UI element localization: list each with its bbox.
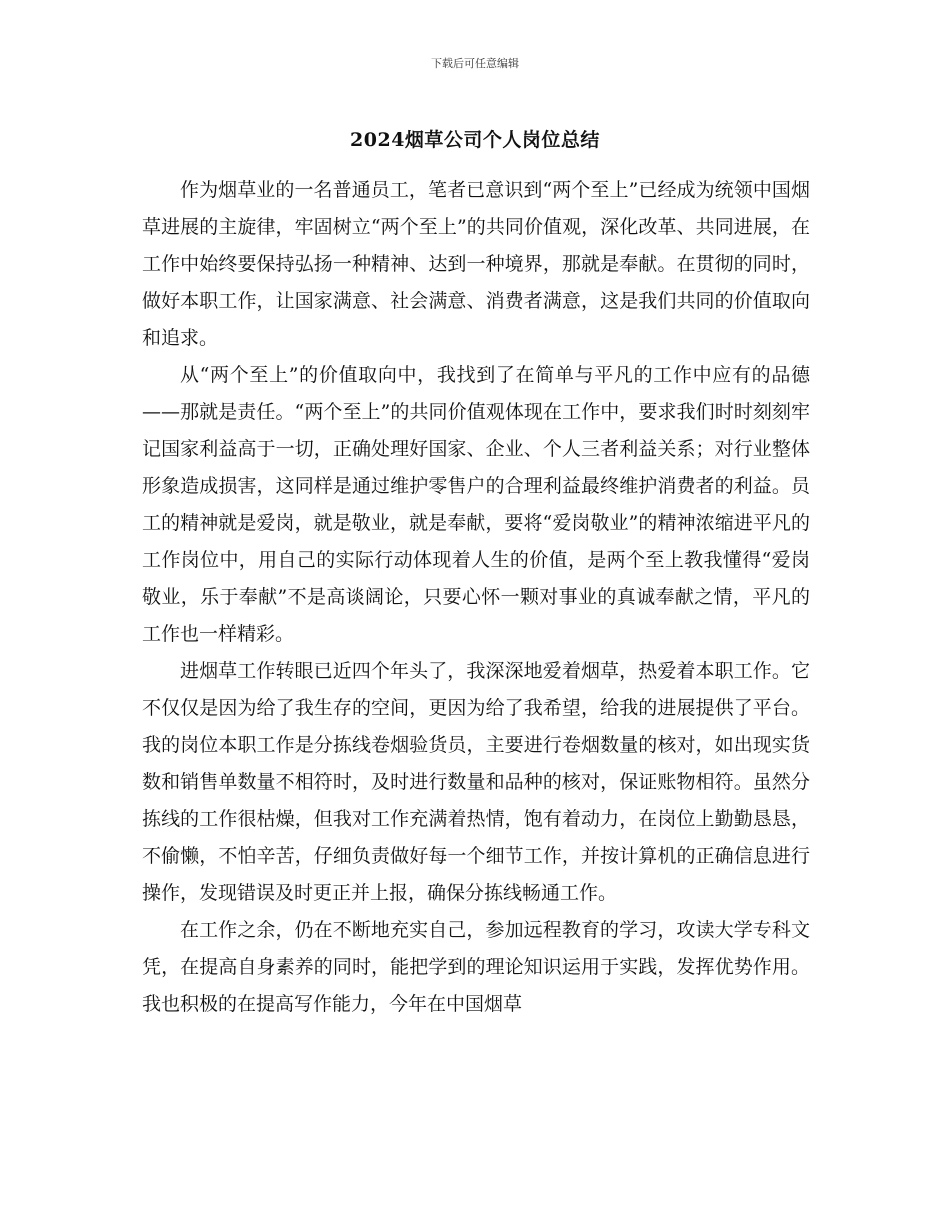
paragraph: 进烟草工作转眼已近四个年头了，我深深地爱着烟草，热爱着本职工作。它不仅仅是因为给了我生存的空间，更因为给了我希望，给我的进展提供了平台。我的岗位本职工作是分拣线卷烟验货员，主要进行卷烟数量的核对，如出现实货数和销售单数量不相符时，及时进行数量和品种的核对，保证账物相符。虽然分拣线的工作很枯燥，但我对工作充满着热情，饱有着动力，在岗位上勤勤恳恳，不偷懒，不怕辛苦，仔细负责做好每一个细节工作，并按计算机的正确信息进行操作，发现错误及时更正并上报，确保分拣线畅通工作。	[142, 660, 810, 904]
paragraph: 从“两个至上”的价值取向中，我找到了在简单与平凡的工作中应有的品德——那就是责任。“两个至上”的共同价值观体现在工作中，要求我们时时刻刻牢记国家利益高于一切，正确处理好国家、企业、个人三者利益关系；对行业整体形象造成损害，这同样是通过维护零售户的合理利益最终维护消费者的利益。员工的精神就是爱岗，就是敬业，就是奉献，要将“爱岗敬业”的精神浓缩进平凡的工作岗位中，用自己的实际行动体现着人生的价值，是两个至上教我懂得“爱岗敬业，乐于奉献”不是高谈阔论，只要心怀一颗对事业的真诚奉献之情，平凡的工作也一样精彩。	[142, 364, 810, 645]
header-note: 下载后可任意编辑	[431, 57, 519, 70]
document-title: 2024烟草公司个人岗位总结	[350, 129, 600, 151]
document-body	[142, 172, 810, 1023]
paragraph: 在工作之余，仍在不断地充实自己，参加远程教育的学习，攻读大学专科文凭，在提高自身素养的同时，能把学到的理论知识运用于实践，发挥优势作用。我也积极的在提高写作能力，今年在中国烟草	[142, 919, 810, 1015]
paragraph: 作为烟草业的一名普通员工，笔者已意识到“两个至上”已经成为统领中国烟草进展的主旋律，牢固树立“两个至上”的共同价值观，深化改革、共同进展，在工作中始终要保持弘扬一种精神、达到一种境界，那就是奉献。在贯彻的同时，做好本职工作，让国家满意、社会满意、消费者满意，这是我们共同的价值取向和追求。	[142, 179, 810, 349]
